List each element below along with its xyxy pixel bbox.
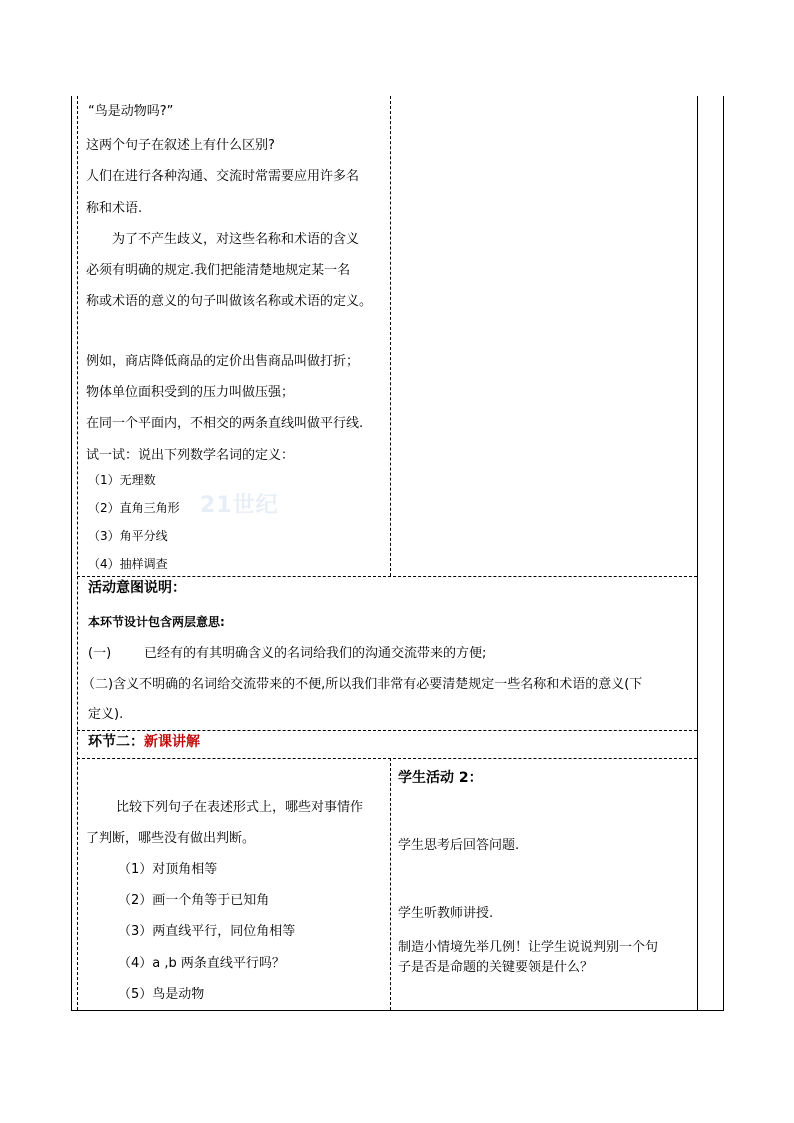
text-line: 物体单位面积受到的压力叫做压强； xyxy=(86,385,295,400)
section-title: 新课讲解 xyxy=(144,734,200,750)
table-inner-border-right xyxy=(697,96,698,1010)
text-line: 人们在进行各种沟通、交流时常需要应用许多名 xyxy=(86,169,360,184)
text-line: 学生思考后回答问题. xyxy=(398,838,520,853)
text-line: 例如，商店降低商品的定价出售商品叫做打折； xyxy=(86,354,360,369)
text-line: 为了不产生歧义，对这些名称和术语的含义 xyxy=(112,232,360,247)
list-item: （4）a ,b 两条直线平行吗？ xyxy=(118,956,285,971)
text-line: 子是否是命题的关键要领是什么？ xyxy=(398,960,594,975)
text-line: 称和术语. xyxy=(86,201,143,216)
dashed-column-divider-bottom xyxy=(390,758,391,1010)
text-line: 比较下列句子在表述形式上，哪些对事情作 xyxy=(116,800,364,815)
list-item: （5）鸟是动物 xyxy=(118,987,205,1002)
text-line: 了判断，哪些没有做出判断。 xyxy=(86,831,256,846)
intent-point-text: （二)含义不明确的名词给交流带来的不便,所以我们非常有必要清楚规定一些名称和术语的意义(下 xyxy=(82,677,643,692)
list-item: （1）对顶角相等 xyxy=(118,862,218,877)
watermark-logo: 21世纪 xyxy=(200,493,279,518)
intent-title: 活动意图说明： xyxy=(88,580,186,596)
list-item: （1）无理数 xyxy=(88,473,156,487)
section-label: 环节二： xyxy=(88,734,144,750)
text-line: 制造小情境先举几例！让学生说说判别一个句 xyxy=(398,940,659,955)
table-border-bottom xyxy=(71,1010,724,1011)
dashed-column-divider-top xyxy=(390,96,391,576)
intent-point-text: 已经有的有其明确含义的名词给我们的沟通交流带来的方便; xyxy=(144,646,487,661)
dashed-row-rule-lesson xyxy=(77,758,697,759)
text-line: 学生听教师讲授. xyxy=(398,906,494,921)
text-line: 称或术语的意义的句子叫做该名称或术语的定义。 xyxy=(86,294,373,309)
intent-subtitle: 本环节设计包含两层意思: xyxy=(88,615,225,629)
table-border-right xyxy=(723,96,724,1010)
list-item: （2）画一个角等于已知角 xyxy=(118,893,270,908)
table-border-left xyxy=(71,96,72,1010)
list-item: （4）抽样调查 xyxy=(88,557,168,571)
dashed-left-rule xyxy=(77,96,78,1010)
section-heading xyxy=(88,734,200,750)
text-line: “鸟是动物吗?” xyxy=(88,104,174,119)
list-item: （3）角平分线 xyxy=(88,529,168,543)
list-item: （3）两直线平行，同位角相等 xyxy=(118,924,296,939)
dashed-row-rule-section2 xyxy=(77,730,697,731)
text-line: 在同一个平面内，不相交的两条直线叫做平行线. xyxy=(86,416,364,431)
list-item: （2）直角三角形 xyxy=(88,501,180,515)
student-activity-title: 学生活动 2： xyxy=(398,770,483,786)
text-line: 试一试：说出下列数学名词的定义： xyxy=(86,448,295,463)
intent-point-text: 定义). xyxy=(88,707,124,722)
text-line: 必须有明确的规定.我们把能清楚地规定某一名 xyxy=(86,263,351,278)
text-line: 这两个句子在叙述上有什么区别? xyxy=(86,138,275,153)
intent-point-number: (一) xyxy=(88,646,112,661)
dashed-row-rule-intent xyxy=(77,576,697,577)
